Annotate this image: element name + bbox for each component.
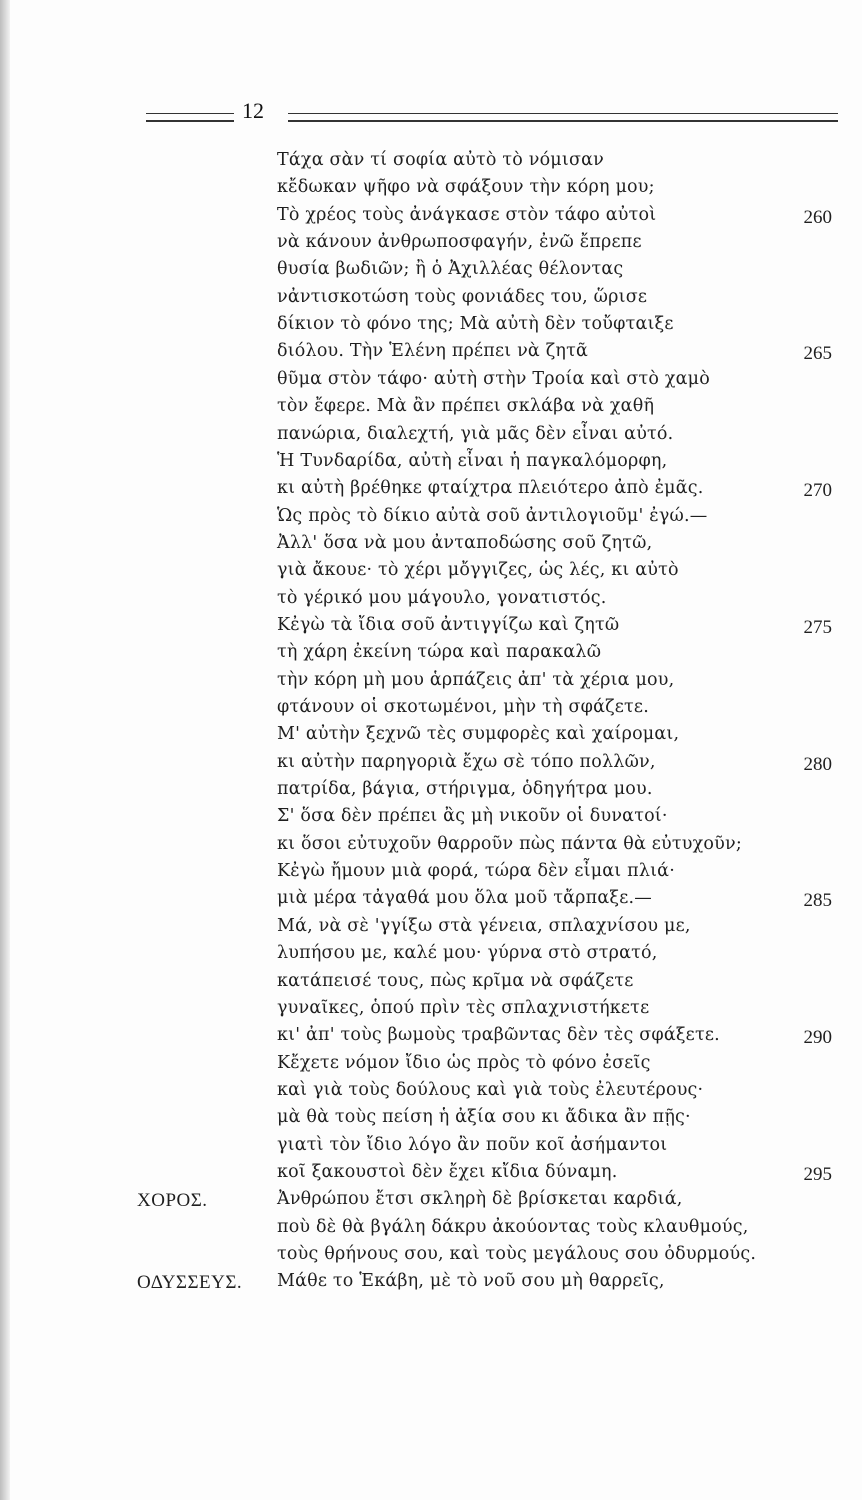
verse-line: δίκιον τὸ φόνο της; Μὰ αὐτὴ δὲν τοὔφταιξε xyxy=(277,314,674,335)
verse-line: κι ὅσοι εὐτυχοῦν θαρροῦν πὼς πάντα θὰ εὐτυχοῦν; xyxy=(277,833,742,854)
line-number: 290 xyxy=(803,1027,832,1049)
verse-line: κἔδωκαν ψῆφο νὰ σφάξουν τὴν κόρη μου; xyxy=(277,177,655,198)
verse-line: κατάπεισέ τους, πὼς κρῖμα νὰ σφάζετε xyxy=(277,970,634,991)
verse-line: Ὡς πρὸς τὸ δίκιο αὐτὰ σοῦ ἀντιλογιοῦμ' ἐγώ.— xyxy=(277,505,708,526)
verse-line: Μ' αὐτὴν ξεχνῶ τὲς συμφορὲς καὶ χαίρομαι, xyxy=(277,724,680,745)
header-rule-right xyxy=(288,113,838,122)
line-number: 260 xyxy=(803,206,832,228)
verse-line: νἀντισκοτώση τοὺς φονιάδες του, ὥρισε xyxy=(277,286,648,307)
verse-line: διόλου. Τὴν Ἑλένη πρέπει νὰ ζητᾶ xyxy=(277,341,588,362)
verse-line: πατρίδα, βάγια, στήριγμα, ὁδηγήτρα μου. xyxy=(277,779,653,800)
verse-line: κι αὐτὴ βρέθηκε φταίχτρα πλειότερο ἀπὸ ἐμᾶς. xyxy=(277,478,704,499)
verse-line: τοὺς θρήνους σου, καὶ τοὺς μεγάλους σου ὀδυρμούς. xyxy=(277,1244,757,1264)
page-number: 12 xyxy=(242,98,264,123)
line-number: 265 xyxy=(803,343,832,365)
verse-line: γιατὶ τὸν ἴδιο λόγο ἂν ποῦν κοῖ ἀσήμαντοι xyxy=(277,1134,668,1155)
verse-line: κι' ἀπ' τοὺς βωμοὺς τραβῶντας δὲν τὲς σφάξετε. xyxy=(277,1025,720,1046)
verse-line: μὰ θὰ τοὺς πείση ἡ ἀξία σου κι ἄδικα ἂν πῇς· xyxy=(277,1107,691,1128)
verse-line: Ἀνθρώπου ἔτσι σκληρὴ δὲ βρίσκεται καρδιά, xyxy=(277,1189,683,1210)
verse-line: θυσία βωδιῶν; ἢ ὁ Ἀχιλλέας θέλοντας xyxy=(277,259,624,280)
verse-line: Μά, νὰ σὲ 'γγίξω στὰ γένεια, σπλαχνίσου με, xyxy=(277,915,691,936)
verse-line: Μάθε το Ἑκάβη, μὲ τὸ νοῦ σου μὴ θαρρεῖς, xyxy=(277,1271,665,1292)
verse-line: τὴν κόρη μὴ μου ἁρπάζεις ἀπ' τὰ χέρια μου, xyxy=(277,669,675,690)
verse-line: λυπήσου με, καλέ μου· γύρνα στὸ στρατό, xyxy=(277,943,658,964)
verse-line: κοῖ ξακουστοὶ δὲν ἔχει κἴδια δύναμη. xyxy=(277,1161,618,1182)
verse-line: Ἀλλ' ὅσα νὰ μου ἀνταποδώσης σοῦ ζητῶ, xyxy=(277,532,653,553)
verse-line: τὴ χάρη ἐκείνη τώρα καὶ παρακαλῶ xyxy=(277,642,602,663)
line-number: 270 xyxy=(803,480,832,502)
verse-line: ποὺ δὲ θὰ βγάλη δάκρυ ἀκούοντας τοὺς κλαυθμούς, xyxy=(277,1216,749,1237)
verse-line: μιὰ μέρα τἀγαθά μου ὅλα μοῦ τἄρπαξε.— xyxy=(277,888,652,909)
line-number: 280 xyxy=(803,753,832,775)
verse-line: Κἔχετε νόμον ἴδιο ὡς πρὸς τὸ φόνο ἐσεῖς xyxy=(277,1052,651,1073)
verse-line: φτάνουν οἱ σκοτωμένοι, μὴν τὴ σφάζετε. xyxy=(277,697,649,717)
verse-line: Κἐγὼ τὰ ἴδια σοῦ ἀντιγγίζω καὶ ζητῶ xyxy=(277,614,620,635)
speaker-label: ΧΟΡΟΣ. xyxy=(137,1190,208,1212)
verse-line: γιὰ ἄκουε· τὸ χέρι μὄγγιζες, ὡς λές, κι αὐτὸ xyxy=(277,560,679,581)
verse-line: γυναῖκες, ὁπού πρὶν τὲς σπλαχνιστήκετε xyxy=(277,997,650,1018)
header-rule-left xyxy=(146,113,234,122)
page-edge-shadow xyxy=(0,0,10,1500)
speaker-label: ΟΔΥΣΣΕΥΣ. xyxy=(137,1272,243,1294)
verse-line: θῦμα στὸν τάφο· αὐτὴ στὴν Τροία καὶ στὸ χαμὸ xyxy=(277,368,710,389)
line-number: 275 xyxy=(803,616,832,638)
verse-line: Τὸ χρέος τοὺς ἀνάγκασε στὸν τάφο αὐτοὶ xyxy=(277,204,657,225)
line-number: 285 xyxy=(803,890,832,912)
verse-line: κι αὐτὴν παρηγοριὰ ἔχω σὲ τόπο πολλῶν, xyxy=(277,751,656,772)
verse-line: πανώρια, διαλεχτή, γιὰ μᾶς δὲν εἶναι αὐτό. xyxy=(277,423,674,444)
line-number: 295 xyxy=(803,1163,832,1185)
verse-line: καὶ γιὰ τοὺς δούλους καὶ γιὰ τοὺς ἐλευτέρους· xyxy=(277,1079,704,1100)
page-header xyxy=(140,100,840,130)
verse-line: Κἐγὼ ἤμουν μιὰ φορά, τώρα δὲν εἶμαι πλιά· xyxy=(277,861,675,882)
verse-line: Τάχα σὰν τί σοφία αὐτὸ τὸ νόμισαν xyxy=(277,150,604,170)
verse-line: νὰ κάνουν ἀνθρωποσφαγήν, ἐνῶ ἔπρεπε xyxy=(277,232,642,253)
verse-line: τὸν ἔφερε. Μὰ ἂν πρέπει σκλάβα νὰ χαθῆ xyxy=(277,396,655,417)
verse-line: Σ' ὅσα δὲν πρέπει ἂς μὴ νικοῦν οἱ δυνατοί· xyxy=(277,806,668,827)
verse-line: τὸ γέρικό μου μάγουλο, γονατιστός. xyxy=(277,587,607,608)
verse-line: Ἡ Τυνδαρίδα, αὐτὴ εἶναι ἡ παγκαλόμορφη, xyxy=(277,450,668,471)
